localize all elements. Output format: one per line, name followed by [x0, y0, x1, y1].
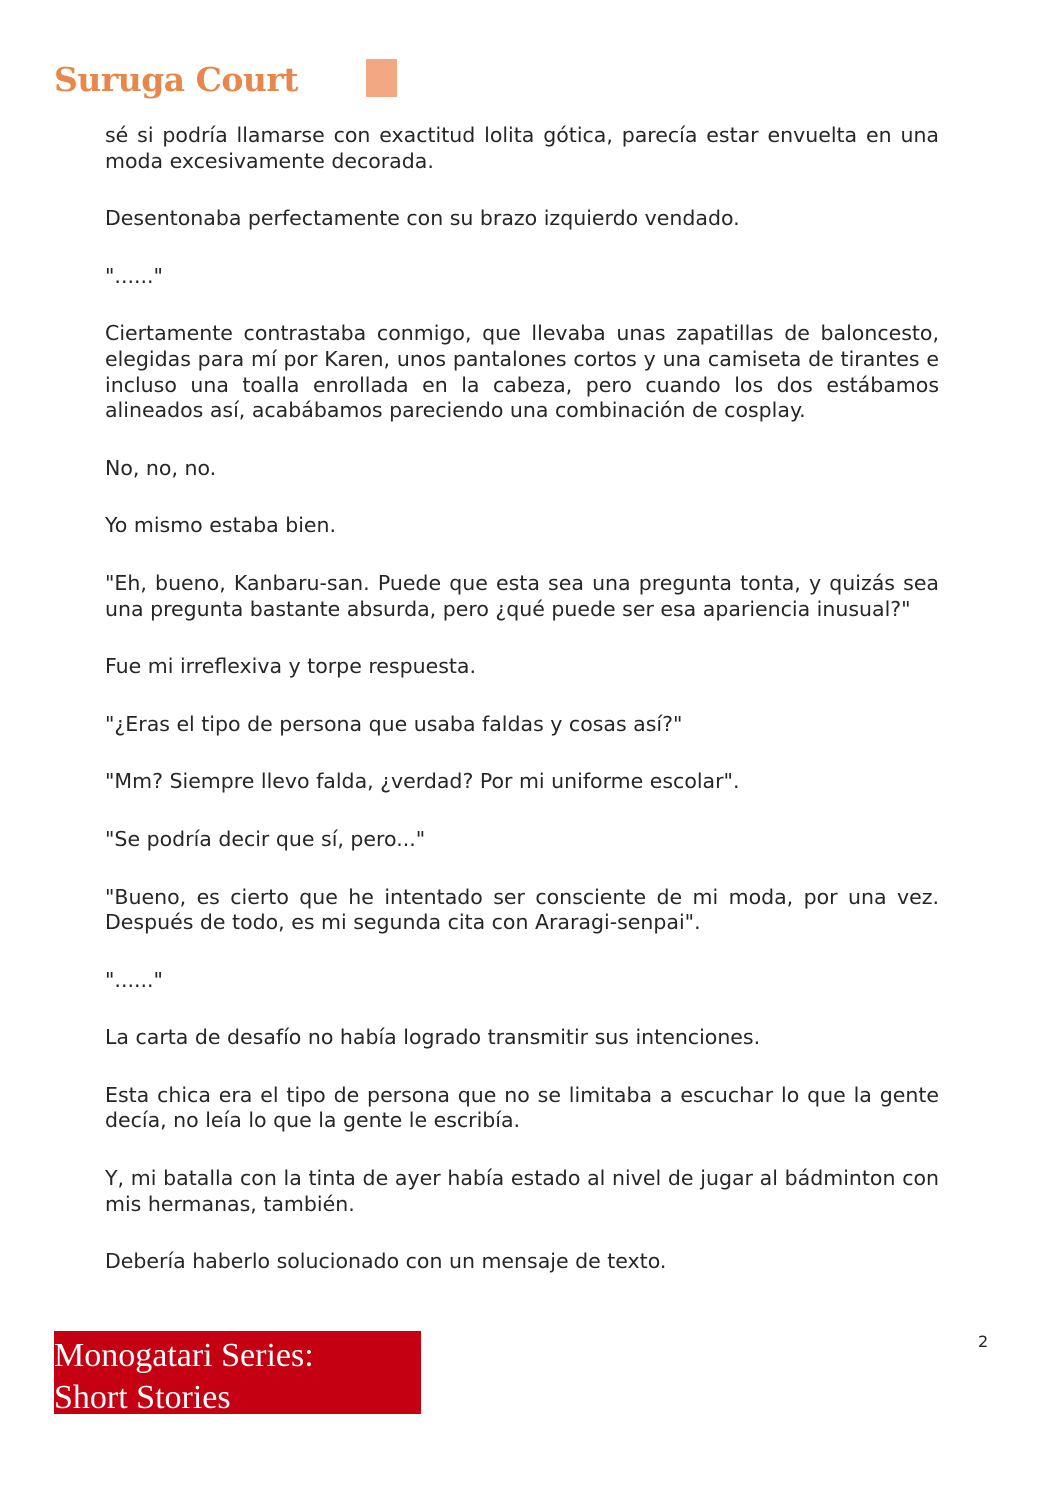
- series-title-line2: Short Stories: [54, 1379, 231, 1416]
- paragraph: La carta de desafío no había logrado transmitir sus intenciones.: [105, 1025, 761, 1050]
- paragraph: Esta chica era el tipo de persona que no se limitaba a escuchar lo que la gente decía, no leía lo que la gente le escribía.: [105, 1082, 939, 1133]
- paragraph: Desentonaba perfectamente con su brazo izquierdo vendado.: [105, 206, 740, 231]
- header-decoration: [366, 59, 397, 97]
- paragraph: Y, mi batalla con la tinta de ayer había estado al nivel de jugar al bádminton con mis hermanas, también.: [105, 1166, 939, 1216]
- series-title-line1: Monogatari Series:: [54, 1337, 314, 1374]
- paragraph: "Bueno, es cierto que he intentado ser consciente de mi moda, por una vez. Después de todo, es mi segunda cita con Araragi-senpai".: [105, 884, 939, 935]
- paragraph: "Se podría decir que sí, pero...": [105, 826, 426, 851]
- page-body: [105, 123, 939, 1307]
- paragraph: Yo mismo estaba bien.: [105, 513, 337, 538]
- chapter-title: Suruga Court: [54, 60, 299, 99]
- paragraph: sé si podría llamarse con exactitud lolita gótica, parecía estar envuelta en una moda excesivamente decorada.: [105, 123, 939, 173]
- paragraph: Debería haberlo solucionado con un mensaje de texto.: [105, 1249, 667, 1274]
- series-footer: [54, 1331, 421, 1414]
- paragraph: "......": [105, 263, 163, 288]
- paragraph: "¿Eras el tipo de persona que usaba faldas y cosas así?": [105, 711, 683, 736]
- paragraph: "......": [105, 967, 163, 992]
- paragraph: "Mm? Siempre llevo falda, ¿verdad? Por mi uniforme escolar".: [105, 769, 740, 794]
- page-number: 2: [978, 1332, 989, 1351]
- paragraph: Ciertamente contrastaba conmigo, que llevaba unas zapatillas de baloncesto, elegidas para mí por Karen, unos pantalones cortos y una camiseta de tirantes e incluso una toalla enrollada en la cabeza, pero cuando los dos estábamos alineados así, acabábamos pareciendo una combinación de cosplay.: [105, 321, 939, 423]
- paragraph: No, no, no.: [105, 455, 217, 480]
- paragraph: Fue mi irreflexiva y torpe respuesta.: [105, 654, 477, 679]
- paragraph: "Eh, bueno, Kanbaru-san. Puede que esta sea una pregunta tonta, y quizás sea una pregunta bastante absurda, pero ¿qué puede ser esa apariencia inusual?": [105, 570, 939, 621]
